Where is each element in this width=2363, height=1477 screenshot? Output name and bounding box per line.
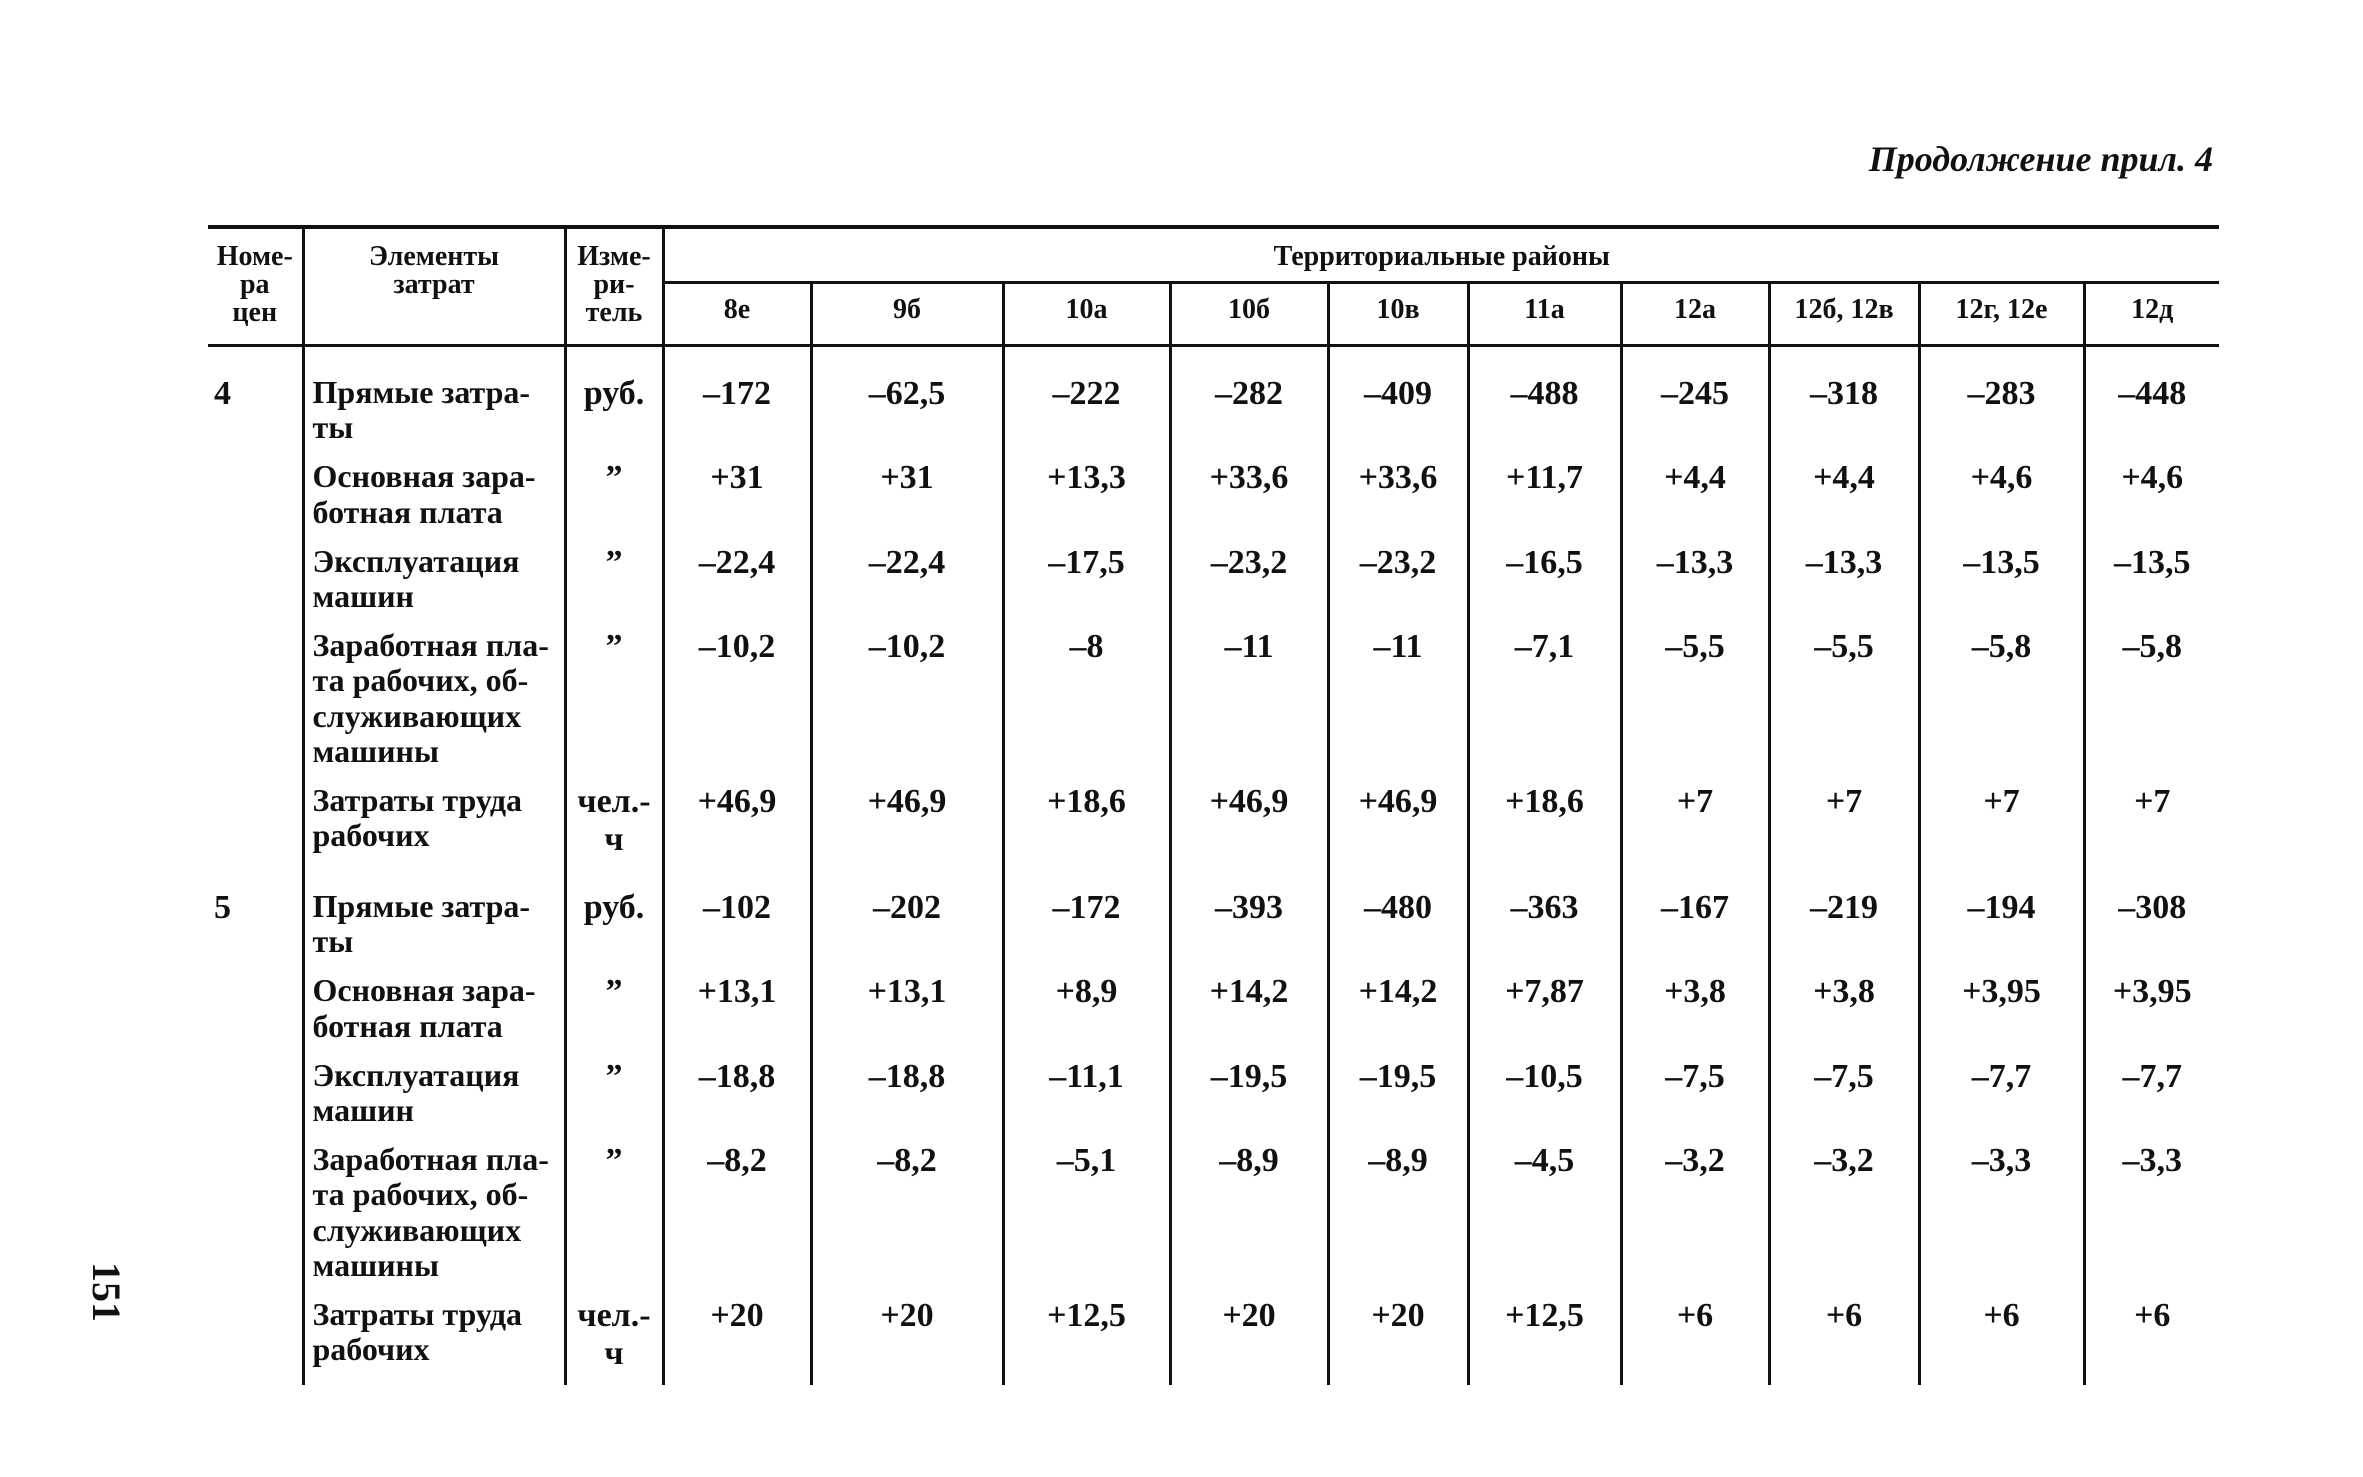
value-cell: +46,9 bbox=[1170, 771, 1328, 861]
value-cell: +6 bbox=[1769, 1285, 1919, 1385]
value-cell: +13,3 bbox=[1003, 447, 1170, 531]
value-cell: +18,6 bbox=[1003, 771, 1170, 861]
value-cell: +4,6 bbox=[2121, 459, 2184, 497]
header-region: 12а bbox=[1621, 283, 1769, 346]
header-region: 9б bbox=[811, 283, 1003, 346]
value-cell: –448 bbox=[2118, 375, 2187, 412]
value-cell: –8 bbox=[1003, 616, 1170, 771]
value-cell: +33,6 bbox=[1170, 447, 1328, 531]
value-cell: –13,3 bbox=[1621, 532, 1769, 616]
value-cell: –8,9 bbox=[1170, 1130, 1328, 1285]
value-cell: –10,5 bbox=[1468, 1046, 1621, 1130]
page-number: 151 bbox=[84, 1262, 129, 1322]
table-row bbox=[208, 447, 2219, 531]
value-cell: –8,2 bbox=[663, 1130, 811, 1285]
value-cell: +20 bbox=[811, 1285, 1003, 1385]
unit-cell: ” bbox=[565, 532, 663, 616]
price-number-cell bbox=[208, 1285, 303, 1385]
value-cell: –13,5 bbox=[1919, 532, 2084, 616]
value-cell: –4,5 bbox=[1468, 1130, 1621, 1285]
value-cell: –3,2 bbox=[1621, 1130, 1769, 1285]
value-cell: –11 bbox=[1328, 616, 1468, 771]
value-cell: +3,95 bbox=[1919, 961, 2084, 1045]
value-cell: +31 bbox=[811, 447, 1003, 531]
value-cell: –222 bbox=[1003, 346, 1170, 448]
value-cell: –13,3 bbox=[1769, 532, 1919, 616]
value-cell: –19,5 bbox=[1170, 1046, 1328, 1130]
value-cell: +46,9 bbox=[1328, 771, 1468, 861]
cost-element-cell: Прямые затра- ты bbox=[303, 861, 565, 961]
value-cell: –5,8 bbox=[1919, 616, 2084, 771]
value-cell: –5,1 bbox=[1003, 1130, 1170, 1285]
value-cell: –5,8 bbox=[2122, 628, 2182, 666]
value-cell: +4,6 bbox=[1919, 447, 2084, 531]
value-cell: –17,5 bbox=[1003, 532, 1170, 616]
value-cell: –282 bbox=[1170, 346, 1328, 448]
table-row bbox=[208, 1285, 2219, 1385]
value-cell: –5,5 bbox=[1769, 616, 1919, 771]
unit-cell: ” bbox=[565, 1046, 663, 1130]
unit-cell: руб. bbox=[565, 346, 663, 448]
unit-cell: ” bbox=[565, 447, 663, 531]
value-cell: +3,95 bbox=[2112, 973, 2192, 1011]
header-region: 10в bbox=[1328, 283, 1468, 346]
value-cell: –194 bbox=[1919, 861, 2084, 961]
value-cell: –8,9 bbox=[1328, 1130, 1468, 1285]
table-row bbox=[208, 771, 2219, 861]
table-row bbox=[208, 861, 2219, 961]
value-cell: –167 bbox=[1621, 861, 1769, 961]
cost-element-cell: Прямые затра- ты bbox=[303, 346, 565, 448]
value-cell: –480 bbox=[1328, 861, 1468, 961]
value-cell: +3,8 bbox=[1621, 961, 1769, 1045]
value-cell: +20 bbox=[1170, 1285, 1328, 1385]
header-region: 12г, 12е bbox=[1919, 283, 2084, 346]
unit-cell: ” bbox=[565, 1130, 663, 1285]
value-cell: +7 bbox=[1621, 771, 1769, 861]
table-row bbox=[208, 532, 2219, 616]
value-cell: –3,2 bbox=[1769, 1130, 1919, 1285]
value-cell: –22,4 bbox=[811, 532, 1003, 616]
value-cell: –10,2 bbox=[663, 616, 811, 771]
value-cell: –18,8 bbox=[663, 1046, 811, 1130]
value-cell: +7 bbox=[2134, 782, 2171, 820]
price-number-cell: 5 bbox=[208, 861, 303, 961]
cost-element-cell: Основная зара- ботная плата bbox=[303, 447, 565, 531]
value-cell: –488 bbox=[1468, 346, 1621, 448]
value-cell: +7 bbox=[1769, 771, 1919, 861]
value-cell: +6 bbox=[1919, 1285, 2084, 1385]
value-cell: –8,2 bbox=[811, 1130, 1003, 1285]
value-cell: +20 bbox=[663, 1285, 811, 1385]
value-cell: –318 bbox=[1769, 346, 1919, 448]
value-cell: –10,2 bbox=[811, 616, 1003, 771]
cost-element-cell: Затраты труда рабочих bbox=[303, 1285, 565, 1385]
value-cell: –219 bbox=[1769, 861, 1919, 961]
price-number-cell bbox=[208, 1130, 303, 1285]
unit-cell: ” bbox=[565, 961, 663, 1045]
value-cell: –3,3 bbox=[1919, 1130, 2084, 1285]
value-cell: +7 bbox=[1919, 771, 2084, 861]
value-cell: –102 bbox=[663, 861, 811, 961]
value-cell: +13,1 bbox=[663, 961, 811, 1045]
value-cell: +18,6 bbox=[1468, 771, 1621, 861]
table-row bbox=[208, 346, 2219, 448]
table-row bbox=[208, 616, 2219, 771]
value-cell: –172 bbox=[663, 346, 811, 448]
header-region: 12д bbox=[2084, 283, 2219, 346]
price-number-cell bbox=[208, 1046, 303, 1130]
unit-cell: ” bbox=[565, 616, 663, 771]
value-cell: +46,9 bbox=[663, 771, 811, 861]
value-cell: +8,9 bbox=[1003, 961, 1170, 1045]
cost-elements-table bbox=[208, 225, 2219, 1385]
cost-element-cell: Эксплуатация машин bbox=[303, 532, 565, 616]
header-elements: Элементы затрат bbox=[303, 227, 565, 346]
cost-element-cell: Затраты труда рабочих bbox=[303, 771, 565, 861]
value-cell: +6 bbox=[1621, 1285, 1769, 1385]
value-cell: +11,7 bbox=[1468, 447, 1621, 531]
value-cell: +20 bbox=[1328, 1285, 1468, 1385]
value-cell: –7,5 bbox=[1621, 1046, 1769, 1130]
value-cell: –11,1 bbox=[1003, 1046, 1170, 1130]
cost-element-cell: Заработная пла- та рабочих, об- служивающих машины bbox=[303, 616, 565, 771]
value-cell: –7,7 bbox=[1919, 1046, 2084, 1130]
value-cell: –18,8 bbox=[811, 1046, 1003, 1130]
continuation-caption: Продолжение прил. 4 bbox=[1868, 139, 2213, 179]
header-region: 11а bbox=[1468, 283, 1621, 346]
value-cell: +12,5 bbox=[1468, 1285, 1621, 1385]
value-cell: –7,5 bbox=[1769, 1046, 1919, 1130]
value-cell: –393 bbox=[1170, 861, 1328, 961]
unit-cell: чел.-ч bbox=[565, 771, 663, 861]
value-cell: –283 bbox=[1919, 346, 2084, 448]
value-cell: –245 bbox=[1621, 346, 1769, 448]
value-cell: +3,8 bbox=[1769, 961, 1919, 1045]
value-cell: +14,2 bbox=[1328, 961, 1468, 1045]
value-cell: –22,4 bbox=[663, 532, 811, 616]
price-number-cell bbox=[208, 447, 303, 531]
header-regions-group: Территориальные районы bbox=[663, 227, 2219, 283]
value-cell: –363 bbox=[1468, 861, 1621, 961]
value-cell: –13,5 bbox=[2114, 543, 2191, 581]
header-unit: Изме- ри- тель bbox=[565, 227, 663, 346]
unit-cell: руб. bbox=[565, 861, 663, 961]
table-row bbox=[208, 961, 2219, 1045]
value-cell: +7,87 bbox=[1468, 961, 1621, 1045]
value-cell: –62,5 bbox=[811, 346, 1003, 448]
price-number-cell bbox=[208, 616, 303, 771]
header-region: 10б bbox=[1170, 283, 1328, 346]
cost-element-cell: Заработная пла- та рабочих, об- служивающих машины bbox=[303, 1130, 565, 1285]
price-number-cell bbox=[208, 532, 303, 616]
value-cell: –11 bbox=[1170, 616, 1328, 771]
value-cell: –5,5 bbox=[1621, 616, 1769, 771]
price-number-cell bbox=[208, 771, 303, 861]
value-cell: +6 bbox=[2134, 1296, 2171, 1334]
value-cell: +12,5 bbox=[1003, 1285, 1170, 1385]
table-row bbox=[208, 1046, 2219, 1130]
unit-cell: чел.-ч bbox=[565, 1285, 663, 1385]
value-cell: +14,2 bbox=[1170, 961, 1328, 1045]
price-number-cell: 4 bbox=[208, 346, 303, 448]
value-cell: +46,9 bbox=[811, 771, 1003, 861]
value-cell: –19,5 bbox=[1328, 1046, 1468, 1130]
value-cell: –16,5 bbox=[1468, 532, 1621, 616]
value-cell: +4,4 bbox=[1621, 447, 1769, 531]
value-cell: –23,2 bbox=[1170, 532, 1328, 616]
price-number-cell bbox=[208, 961, 303, 1045]
value-cell: –7,7 bbox=[2122, 1057, 2182, 1095]
header-region: 12б, 12в bbox=[1769, 283, 1919, 346]
header-region: 8е bbox=[663, 283, 811, 346]
cost-element-cell: Основная зара- ботная плата bbox=[303, 961, 565, 1045]
cost-element-cell: Эксплуатация машин bbox=[303, 1046, 565, 1130]
value-cell: –7,1 bbox=[1468, 616, 1621, 771]
value-cell: +13,1 bbox=[811, 961, 1003, 1045]
header-region: 10а bbox=[1003, 283, 1170, 346]
header-number: Номе- ра цен bbox=[208, 227, 303, 346]
value-cell: –409 bbox=[1328, 346, 1468, 448]
value-cell: –23,2 bbox=[1328, 532, 1468, 616]
value-cell: –172 bbox=[1003, 861, 1170, 961]
value-cell: +4,4 bbox=[1769, 447, 1919, 531]
table-row bbox=[208, 1130, 2219, 1285]
value-cell: –3,3 bbox=[2122, 1142, 2182, 1180]
value-cell: –308 bbox=[2118, 889, 2187, 927]
value-cell: +33,6 bbox=[1328, 447, 1468, 531]
table-body bbox=[208, 346, 2219, 1386]
value-cell: +31 bbox=[663, 447, 811, 531]
table-header-row bbox=[208, 227, 2219, 283]
value-cell: –202 bbox=[811, 861, 1003, 961]
